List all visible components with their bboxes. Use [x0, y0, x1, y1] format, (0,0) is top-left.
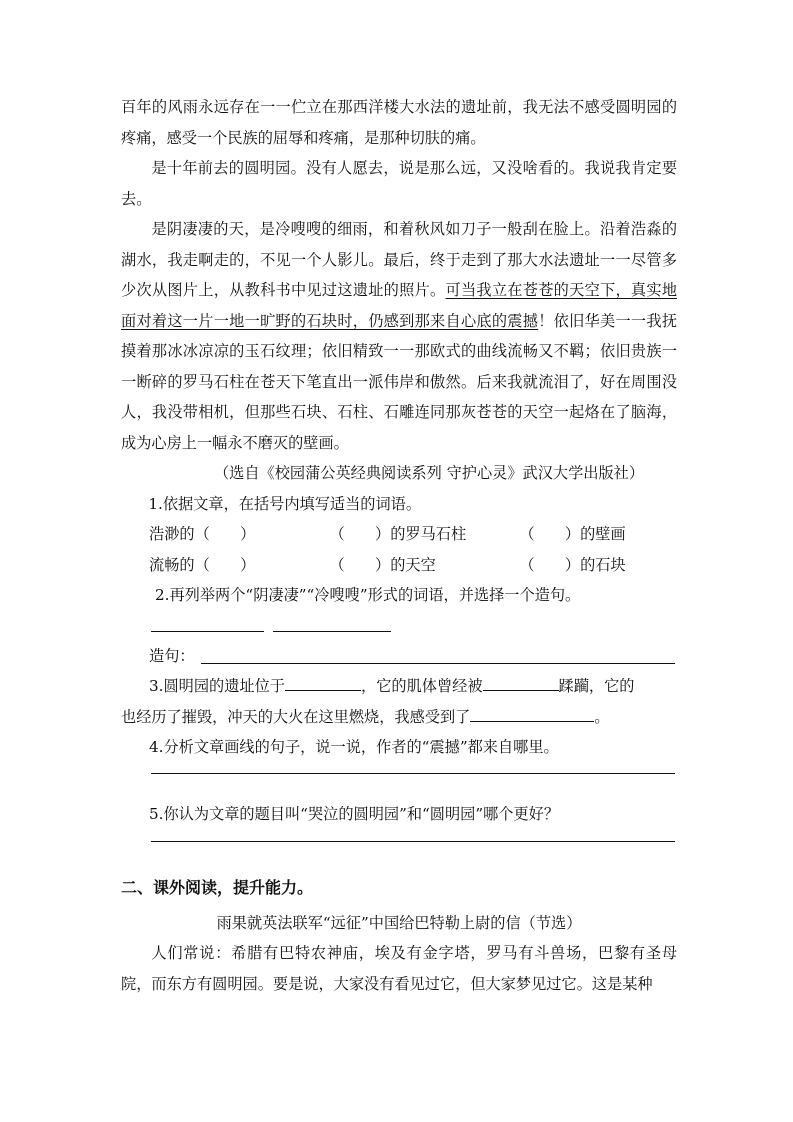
answer-blank[interactable] — [285, 689, 361, 691]
question-2-prompt: 2.再列举两个“阴凄凄”“冷嗖嗖”形式的词语，并选择一个造句。 — [155, 586, 581, 604]
fill-blank-item: （ ）的石块 — [519, 555, 626, 574]
fill-blank-item: 流畅的（ ） — [149, 555, 256, 574]
passage-text: ！依旧华美一一我抚摸着那冰冰凉凉的玉石纹理；依旧精致一一那欧式的曲线流畅又不羁；依旧贵族一一断碎的罗马石柱在苍天下笔直出一派伟岸和傲然。后来我就流泪了，好在周围没人，我没带相机，但那些石块、石柱、石雕连同那灰苍苍的天空一起烙在了脑海，成为心房上一幅永不磨灭的壁画。 — [121, 311, 678, 452]
question-5-prompt: 5.你认为文章的题目叫“哭泣的圆明园”和“圆明园”哪个更好？ — [149, 804, 560, 823]
question-2-answer-lines — [121, 611, 677, 641]
question-4-prompt: 4.分析文章画线的句子，说一说，作者的“震撼”都来自哪里。 — [149, 738, 559, 756]
question-4-answer — [121, 763, 677, 799]
passage-paragraph-2: 是十年前去的圆明园。没有人愿去，说是那么远，又没啥看的。我说我肯定要去。 — [121, 159, 677, 208]
section-2-heading: 二、课外阅读，提升能力。 — [121, 878, 314, 897]
fill-blank-item: 浩渺的（ ） — [149, 525, 256, 543]
fill-blank-item: （ ）的壁画 — [519, 525, 626, 543]
question-3-text: ，它的肌体曾经被 — [361, 677, 483, 695]
question-3-line-2 — [121, 702, 677, 733]
question-1-row-2 — [121, 550, 677, 581]
underlined-sentence: 可当我立在苍苍的天空下，真实地面对着这一片一地一旷野的石块时，仍感到那来自心底的震撼 — [121, 281, 678, 330]
passage-paragraph-1: 百年的风雨永远存在一一伫立在那西洋楼大水法的遗址前，我无法不感受圆明园的疼痛，感受一个民族的屈辱和疼痛，是那种切肤的痛。 — [121, 98, 677, 147]
question-5-answer — [121, 829, 677, 865]
question-3-text: 。 — [594, 707, 610, 726]
fill-blank-item: （ ）的罗马石柱 — [329, 525, 467, 543]
question-1-row-1 — [121, 519, 677, 550]
answer-line[interactable] — [151, 773, 675, 774]
passage-paragraph-3 — [121, 214, 677, 458]
answer-blank[interactable] — [483, 689, 559, 691]
answer-line[interactable] — [151, 841, 675, 842]
question-1-prompt: 1.依据文章，在括号内填写适当的词语。 — [148, 494, 422, 513]
question-3-text: 3.圆明园的遗址位于 — [149, 677, 285, 695]
passage-text: 是阴凄凄的天，是冷嗖嗖的细雨，和着秋风如刀子一般刮在脸上。沿着浩淼的湖水，我走啊走的，不见一个人影儿。最后，终于走到了那大水法遗址一一尽管多少次从图片上，从教科书中见过这遗址的照片。 — [121, 220, 677, 299]
answer-line[interactable] — [273, 631, 391, 632]
content — [121, 92, 677, 999]
question-3-text: 也经历了摧毁，冲天的大火在这里燃烧，我感受到了 — [121, 707, 471, 726]
section-2-title: 雨果就英法联军“远征”中国给巴特勒上尉的信（节选） — [216, 913, 582, 932]
source-citation: （选自《校园蒲公英经典阅读系列 守护心灵》武汉大学出版社） — [213, 464, 645, 482]
sentence-label: 造句： — [149, 646, 195, 665]
question-2-sentence — [121, 641, 677, 672]
question-3-text: 蹂躏，它的 — [558, 677, 635, 695]
answer-blank[interactable] — [470, 720, 594, 722]
answer-line[interactable] — [201, 663, 675, 664]
answer-line[interactable] — [151, 631, 264, 632]
fill-blank-item: （ ）的天空 — [329, 555, 436, 574]
section-2-paragraph-1: 人们常说：希腊有巴特农神庙，埃及有金字塔，罗马有斗兽场，巴黎有圣母院，而东方有圆明园。要是说，大家没有看见过它，但大家梦见过它。这是某种 — [121, 944, 677, 993]
question-3-line-1 — [121, 671, 677, 702]
